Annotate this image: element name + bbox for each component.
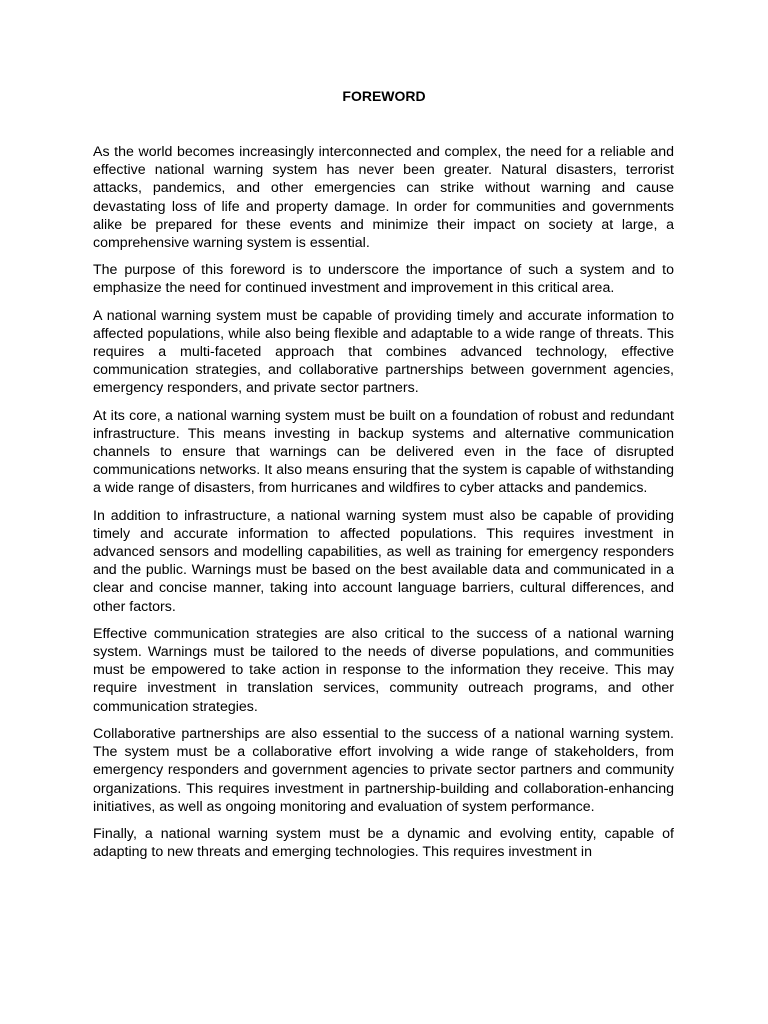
paragraph-5: In addition to infrastructure, a national warning system must also be capable of providing timely and accurate information to affected populations. This requires investment in advanced sensors and modelling capabilities, as well as training for emergency responders and the public. Warnings must be based on the best available data and communicated in a clear and concise manner, taking into account language barriers, cultural differences, and other factors. <box>93 507 674 615</box>
paragraph-7: Collaborative partnerships are also essential to the success of a national warning system. The system must be a collaborative effort involving a wide range of stakeholders, from emergency responders and government agencies to private sector partners and community organizations. This requires investment in partnership-building and collaboration-enhancing initiatives, as well as ongoing monitoring and evaluation of system performance. <box>93 725 674 815</box>
body-text <box>93 143 674 870</box>
paragraph-6: Effective communication strategies are also critical to the success of a national warning system. Warnings must be tailored to the needs of diverse populations, and communities must be empowered to take action in response to the information they receive. This may require investment in translation services, community outreach programs, and other communication strategies. <box>93 625 674 715</box>
paragraph-4: At its core, a national warning system must be built on a foundation of robust and redundant infrastructure. This means investing in backup systems and alternative communication channels to ensure that warnings can be delivered even in the face of disrupted communications networks. It also means ensuring that the system is capable of withstanding a wide range of disasters, from hurricanes and wildfires to cyber attacks and pandemics. <box>93 407 674 497</box>
paragraph-3: A national warning system must be capable of providing timely and accurate information to affected populations, while also being flexible and adaptable to a wide range of threats. This requires a multi-faceted approach that combines advanced technology, effective communication strategies, and collaborative partnerships between government agencies, emergency responders, and private sector partners. <box>93 307 674 397</box>
paragraph-1: As the world becomes increasingly interconnected and complex, the need for a reliable and effective national warning system has never been greater. Natural disasters, terrorist attacks, pandemics, and other emergencies can strike without warning and cause devastating loss of life and property damage. In order for communities and governments alike be prepared for these events and minimize their impact on society at large, a comprehensive warning system is essential. <box>93 144 674 252</box>
page-title: FOREWORD <box>342 88 426 104</box>
paragraph-8: Finally, a national warning system must be a dynamic and evolving entity, capable of adapting to new threats and emerging technologies. This requires investment in <box>93 825 674 861</box>
paragraph-2: The purpose of this foreword is to underscore the importance of such a system and to emphasize the need for continued investment and improvement in this critical area. <box>93 262 674 297</box>
